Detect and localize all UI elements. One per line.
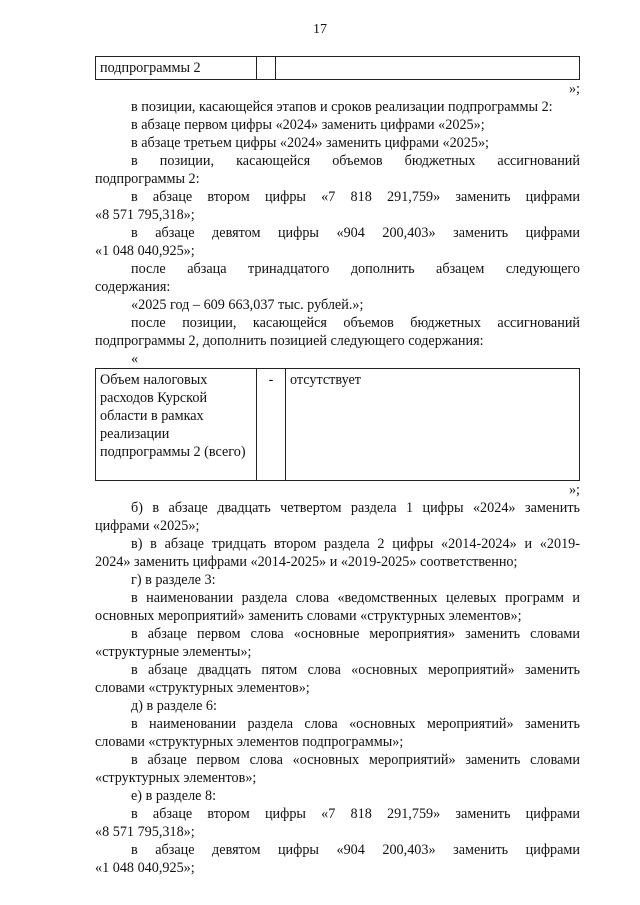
paragraph-line: в абзаце первом слова «основные мероприятия» заменить словами — [131, 626, 580, 642]
paragraph-line: в абзаце двадцать пятом слова «основных мероприятий» заменить — [131, 662, 580, 678]
paragraph: в абзаце третьем цифры «2024» заменить цифрами «2025»; — [131, 135, 489, 151]
paragraph-line: в абзаце втором цифры «7 818 291,759» заменить цифрами — [131, 806, 580, 822]
paragraph-line: б) в абзаце двадцать четвертом раздела 1 цифры «2024» заменить — [131, 500, 580, 516]
opening-quote: « — [131, 351, 139, 367]
table-cell — [276, 57, 580, 80]
table-row — [96, 57, 580, 80]
closing-quote: »; — [568, 482, 580, 498]
paragraph-line: в) в абзаце тридцать втором раздела 2 цифры «2014-2024» и «2019- — [131, 536, 580, 552]
page-number: 17 — [313, 22, 327, 37]
paragraph-line: «структурные элементы»; — [95, 644, 252, 660]
paragraph-line: словами «структурных элементов подпрограммы»; — [95, 734, 404, 750]
table-cell: Объем налоговых расходов Курской области в рамках реализации подпрограммы 2 (всего) — [96, 369, 257, 481]
paragraph-line: «8 571 795,318»; — [95, 824, 195, 840]
paragraph: г) в разделе 3: — [131, 572, 216, 588]
paragraph-line: в абзаце девятом цифры «904 200,403» заменить цифрами — [131, 225, 580, 241]
document-body — [95, 56, 580, 877]
table-fragment-top — [95, 56, 580, 80]
paragraph-line: подпрограммы 2: — [95, 171, 200, 187]
table-cell — [257, 57, 276, 80]
paragraph-line: в наименовании раздела слова «ведомственных целевых программ и — [131, 590, 580, 606]
paragraph: е) в разделе 8: — [131, 788, 217, 804]
paragraph: «2025 год – 609 663,037 тыс. рублей.»; — [131, 297, 364, 313]
table-row — [96, 369, 580, 481]
paragraph-line: в абзаце девятом цифры «904 200,403» заменить цифрами — [131, 842, 580, 858]
table-cell: отсутствует — [286, 369, 580, 481]
paragraph: д) в разделе 6: — [131, 698, 217, 714]
paragraph-line: в позиции, касающейся объемов бюджетных ассигнований — [131, 153, 580, 169]
paragraph-line: подпрограммы 2, дополнить позицией следующего содержания: — [95, 333, 484, 349]
paragraph-line: «структурных элементов»; — [95, 770, 257, 786]
table-cell: - — [257, 369, 286, 481]
paragraph-line: цифрами «2025»; — [95, 518, 200, 534]
paragraph-line: в наименовании раздела слова «основных мероприятий» заменить — [131, 716, 580, 732]
paragraph: в позиции, касающейся этапов и сроков реализации подпрограммы 2: — [131, 99, 553, 115]
paragraph-line: содержания: — [95, 279, 171, 295]
paragraph-line: «8 571 795,318»; — [95, 207, 195, 223]
paragraph-line: «1 048 040,925»; — [95, 860, 195, 876]
closing-quote: »; — [568, 81, 580, 97]
paragraph: в абзаце первом цифры «2024» заменить цифрами «2025»; — [131, 117, 485, 133]
paragraph-line: 2024» заменить цифрами «2014-2025» и «2019-2025» соответственно; — [95, 554, 518, 570]
paragraph-line: основных мероприятий» заменить словами «структурных элементов»; — [95, 608, 522, 624]
paragraph-line: после позиции, касающейся объемов бюджетных ассигнований — [131, 315, 580, 331]
paragraph-line: словами «структурных элементов»; — [95, 680, 310, 696]
inserted-position-table — [95, 368, 580, 481]
paragraph-line: после абзаца тринадцатого дополнить абзацем следующего — [131, 261, 580, 277]
paragraph-line: в абзаце втором цифры «7 818 291,759» заменить цифрами — [131, 189, 580, 205]
paragraph-line: «1 048 040,925»; — [95, 243, 195, 259]
table-cell: подпрограммы 2 — [96, 57, 257, 80]
paragraph-line: в абзаце первом слова «основных мероприятий» заменить словами — [131, 752, 580, 768]
